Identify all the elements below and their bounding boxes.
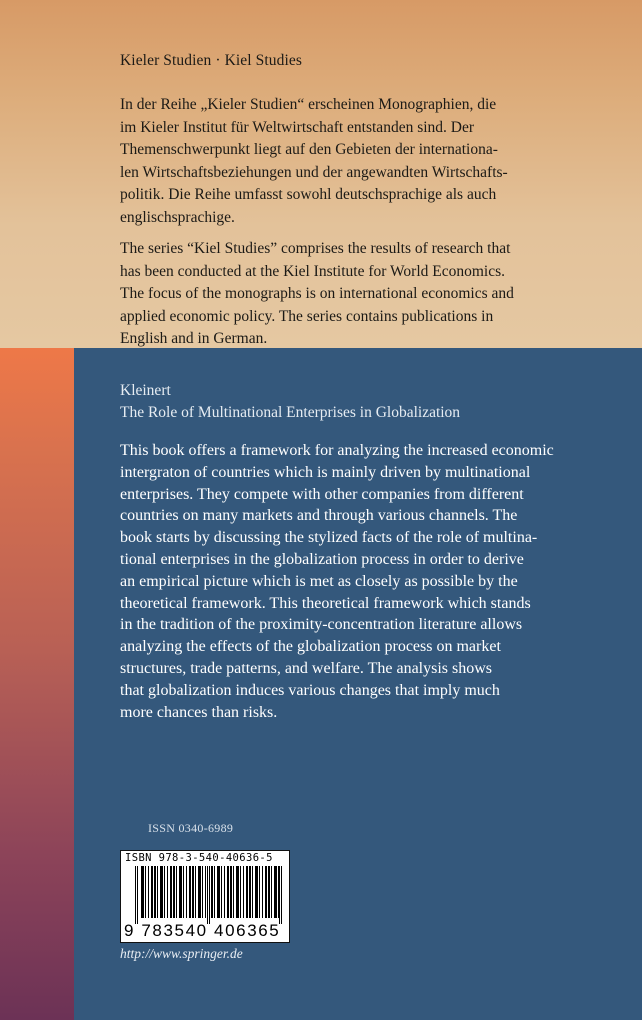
author-name: Kleinert	[120, 382, 171, 399]
blurb-line: structures, trade patterns, and welfare. The analysis shows	[120, 659, 493, 677]
english-line: The focus of the monographs is on international economics and	[120, 285, 514, 302]
blurb-line: an empirical picture which is met as closely as possible by the	[120, 572, 518, 590]
english-line: applied economic policy. The series contains publications in	[120, 307, 494, 325]
german-description	[120, 94, 600, 229]
barcode-guard-left	[135, 866, 139, 924]
blurb-line: This book offers a framework for analyzing the increased economic	[120, 442, 554, 459]
book-title: The Role of Multinational Enterprises in Globalization	[120, 404, 461, 421]
german-line: englischsprachige.	[120, 208, 235, 226]
blurb-line: intergraton of countries which is mainly driven by multinational	[120, 463, 531, 481]
blurb-line: enterprises. They compete with other companies from different	[120, 485, 524, 503]
issn-number: ISSN 0340-6989	[148, 821, 234, 835]
blurb-line: more chances than risks.	[120, 703, 278, 721]
publisher-url[interactable]: http://www.springer.de	[120, 946, 243, 961]
german-line: Themenschwerpunkt liegt auf den Gebieten der internationa-	[120, 141, 498, 158]
german-line: In der Reihe „Kieler Studien“ erscheinen Monographien, die	[120, 96, 497, 113]
ean-digits: 9 783540 406365	[124, 921, 281, 940]
german-line: politik. Die Reihe umfasst sowohl deutschsprachige als auch	[120, 186, 497, 203]
isbn-barcode	[120, 850, 290, 943]
english-line: English and in German.	[120, 330, 268, 347]
isbn-text: ISBN 978-3-540-40636-5	[125, 852, 273, 864]
book-blurb	[120, 440, 620, 723]
blurb-line: analyzing the effects of the globalization process on market	[120, 638, 501, 656]
blurb-line: book starts by discussing the stylized facts of the role of multina-	[120, 529, 538, 547]
blurb-line: theoretical framework. This theoretical framework which stands	[120, 594, 531, 612]
english-line: The series “Kiel Studies” comprises the results of research that	[120, 240, 511, 257]
german-line: len Wirtschaftsbeziehungen und der angewandten Wirtschafts-	[120, 163, 508, 181]
english-line: has been conducted at the Kiel Institute for World Economics.	[120, 262, 505, 280]
blurb-line: in the tradition of the proximity-concentration literature allows	[120, 616, 523, 634]
blurb-line: tional enterprises in the globalization process in order to derive	[120, 550, 524, 568]
series-title: Kieler Studien · Kiel Studies	[120, 52, 302, 69]
blurb-line: countries on many markets and through various channels. The	[120, 507, 518, 525]
english-description	[120, 238, 600, 351]
german-line: im Kieler Institut für Weltwirtschaft entstanden sind. Der	[120, 118, 475, 136]
barcode-guard-right	[279, 866, 283, 924]
book-heading	[120, 380, 460, 424]
left-gradient-strip	[0, 348, 74, 1020]
blurb-line: that globalization induces various changes that imply much	[120, 681, 500, 699]
barcode-guard-center	[207, 866, 211, 924]
